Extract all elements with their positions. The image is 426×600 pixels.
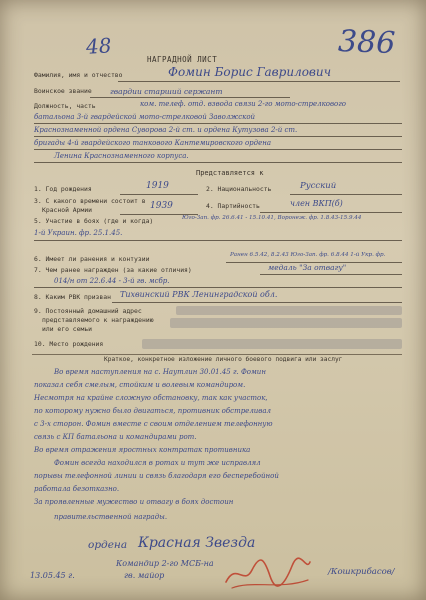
field-label-birthplace: 10. Место рождения	[34, 340, 104, 348]
field-value-wounds: Ранен 6.5.42, 8.2.43 Юго-Зап. фр. 6.8.44 1-й Укр. фр.	[230, 252, 386, 258]
field-value-previous-awards-line1: медаль "За отвагу"	[268, 263, 347, 272]
narrative-line: с 3-х сторон. Фомин вместе с своим отделением телефонную	[34, 420, 273, 428]
field-value-combat-line1: Юго-Зап. фр. 26.6.41 - 15.10.41, Воронеж. фр. 1.8.43-15.9.44	[182, 215, 362, 221]
commander-rank: гв. майор	[124, 571, 165, 580]
award-order-name: Красная Звезда	[138, 535, 256, 551]
underline	[34, 149, 402, 150]
field-label-previous-awards: 7. Чем ранее награжден (за какие отличия)	[34, 266, 192, 274]
narrative-line: Во время наступления на с. Наутлин 30.01.45 г. Фомин	[54, 368, 266, 376]
narrative-line: правительственной награды.	[54, 513, 168, 521]
narrative-line: по которому нужно было двигаться, противник обстреливал	[34, 407, 271, 415]
handwritten-signature	[222, 552, 314, 594]
field-label-draft-office: 8. Каким РВК призван	[34, 293, 111, 301]
narrative-line: За проявленные мужество и отвагу в боях достоин	[34, 498, 234, 506]
document-date: 13.05.45 г.	[30, 571, 75, 580]
field-value-nationality: Русский	[300, 181, 337, 191]
underline	[34, 162, 402, 163]
narrative-line: порывы телефонной линии и связь благодаря его бесперебойной	[34, 472, 279, 480]
narrative-line: Во время отражения яростных контратак противника	[34, 446, 251, 454]
underline	[34, 240, 402, 241]
underline	[90, 97, 290, 98]
field-label-home-address: 9. Постоянный домашний адрес	[34, 307, 142, 315]
field-value-position-line2: батальона 3-й гвардейской мото-стрелковой Заволжской	[34, 113, 256, 121]
redacted-block	[176, 306, 402, 315]
underline	[120, 194, 198, 195]
field-label-wounds: 6. Имеет ли ранения и контузии	[34, 255, 150, 263]
field-label-party: 4. Партийность	[206, 202, 260, 210]
award-order-label: ордена	[88, 539, 128, 551]
underline	[260, 274, 402, 275]
field-value-draft-office: Тихвинский РВК Ленинградской обл.	[120, 290, 278, 299]
field-value-party: член ВКП(б)	[290, 199, 343, 208]
narrative-line: Несмотря на крайне сложную обстановку, так как участок,	[34, 394, 268, 402]
divider	[32, 354, 402, 355]
underline	[34, 136, 402, 137]
field-value-previous-awards-line2: 014/н от 22.6.44 - 3-й гв. мсбр.	[54, 277, 170, 285]
field-label-combat-participation: 5. Участие в боях (где и когда)	[34, 217, 154, 225]
field-label-red-army-since: 3. С какого времени состоит в	[34, 197, 146, 205]
narrative-line: работала безотказно.	[34, 485, 120, 493]
commander-label: Командир 2-го МСБ-на	[116, 559, 214, 568]
section-heading-presented: Представляется к	[196, 169, 264, 177]
field-label-home-address-line3: или его семьи	[42, 325, 93, 333]
field-value-position-line1: ком. телеф. отд. взвода связи 2-го мото-стрелкового	[140, 100, 346, 108]
field-label-position: Должность, часть	[34, 102, 96, 110]
field-label-nationality: 2. Национальность	[206, 185, 272, 193]
field-value-position-line4: бригады 4-й гвардейского танкового Кантемировского ордена	[34, 139, 272, 147]
field-value-birth-year: 1919	[146, 181, 169, 191]
document-title: НАГРАДНОЙ ЛИСТ	[147, 55, 218, 64]
underline	[112, 302, 402, 303]
field-value-red-army-since: 1939	[150, 201, 173, 211]
underline	[290, 194, 402, 195]
underline	[34, 287, 402, 288]
underline	[118, 81, 400, 82]
narrative-line: показал себя смелым, стойким и волевым командиром.	[34, 381, 246, 389]
underline	[34, 123, 402, 124]
field-label-home-address-line2: представляемого к награждению	[42, 316, 154, 324]
field-value-rank: гвардии старший сержант	[110, 87, 223, 96]
field-label-full-name: Фамилия, имя и отчество	[34, 71, 123, 79]
field-value-position-line5: Ленина Краснознаменного корпуса.	[54, 152, 189, 160]
narrative-line: Фомин всегда находился в ротах и тут же исправлял	[54, 459, 261, 467]
redacted-block	[142, 339, 402, 349]
narrative-line: связь с КП батальона и командирами рот.	[34, 433, 197, 441]
field-value-full-name: Фомин Борис Гаврилович	[168, 65, 332, 79]
underline	[260, 212, 402, 213]
field-label-rank: Воинское звание	[34, 87, 92, 95]
redacted-block	[170, 318, 402, 328]
signer-name: /Кошкрибасов/	[328, 567, 395, 577]
field-label-birth-year: 1. Год рождения	[34, 185, 92, 193]
narrative-heading: Краткое, конкретное изложение личного боевого подвига или заслуг	[104, 356, 343, 363]
document-number: 386	[337, 24, 396, 61]
field-value-combat-line2: 1-й Украин. фр. 25.1.45.	[34, 229, 123, 237]
handwritten-mark-top-left: 48	[85, 33, 113, 59]
field-value-position-line3: Краснознаменной ордена Суворова 2-й ст. и ордена Кутузова 2-й ст.	[34, 126, 298, 134]
field-label-red-army-since-line2: Красной Армии	[42, 206, 93, 214]
